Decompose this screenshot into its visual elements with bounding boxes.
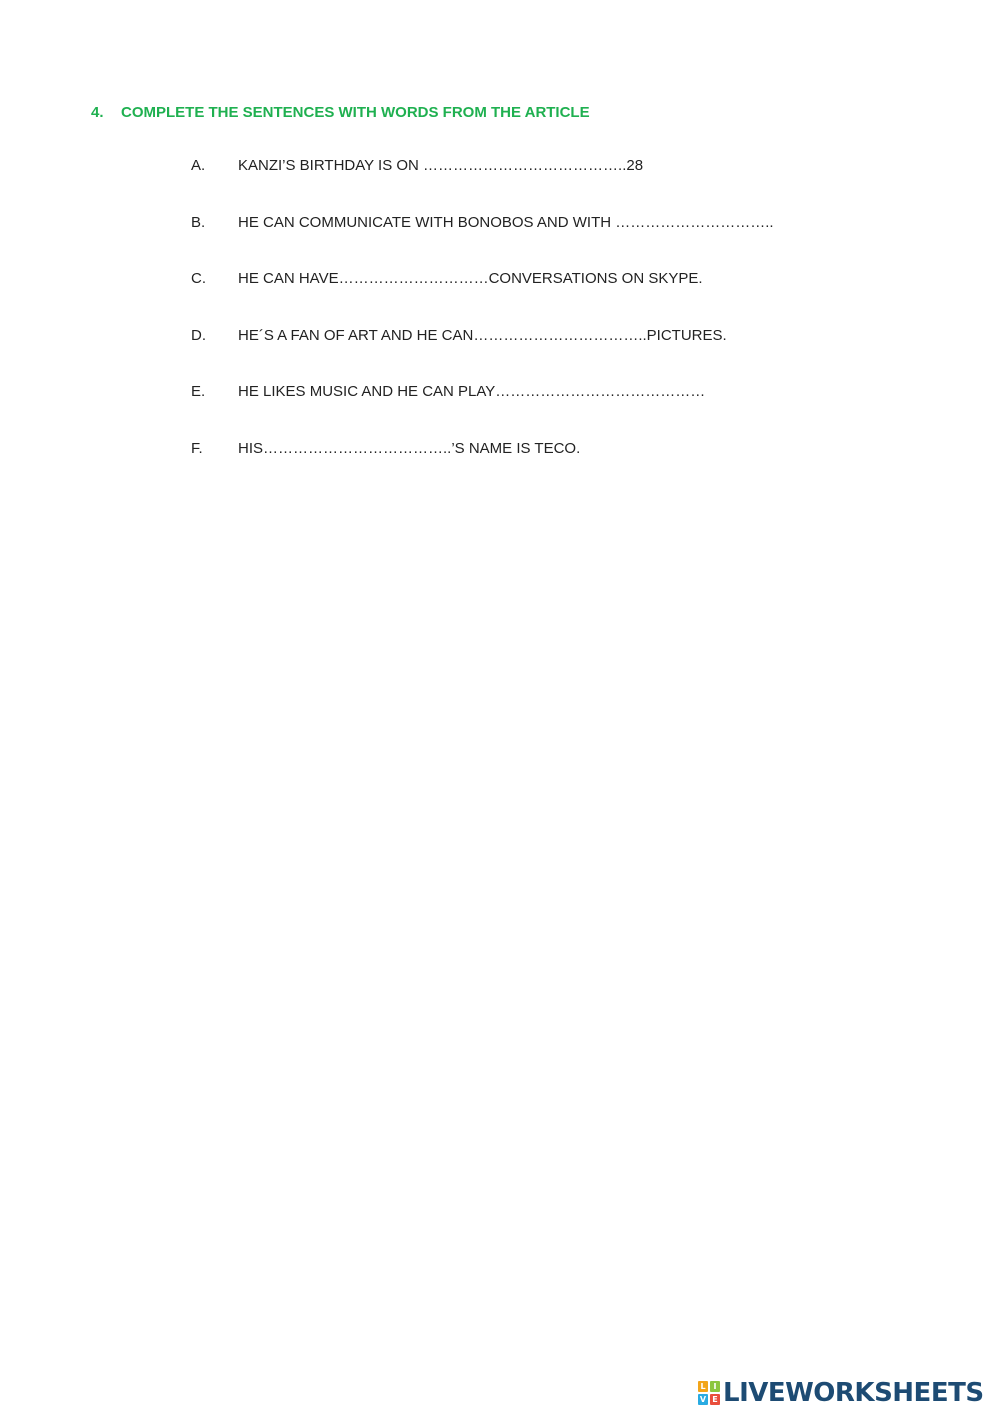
exercise-title: COMPLETE THE SENTENCES WITH WORDS FROM THE ARTICLE — [121, 104, 590, 121]
logo-badge-letter: V — [699, 1395, 707, 1404]
list-item — [191, 438, 774, 495]
list-item — [191, 325, 774, 382]
item-text: HE CAN HAVE…………………………CONVERSATIONS ON SKYPE. — [238, 270, 703, 287]
item-text: KANZI’S BIRTHDAY IS ON …………………………………..28 — [238, 157, 644, 174]
list-item — [191, 155, 774, 212]
item-text: HE LIKES MUSIC AND HE CAN PLAY…………………………………… — [238, 383, 706, 400]
list-item — [191, 212, 774, 269]
logo-badge-letter: L — [698, 1381, 708, 1392]
item-letter: F. — [191, 439, 203, 457]
logo-text: LIVEWORKSHEETS — [723, 1378, 984, 1408]
item-letter: C. — [191, 270, 206, 287]
liveworksheets-logo — [698, 1378, 984, 1408]
logo-badge-letter: I — [710, 1381, 720, 1392]
logo-badge-icon — [698, 1381, 720, 1405]
logo-badge-letter: E — [710, 1394, 720, 1405]
exercise-number: 4. — [91, 104, 104, 121]
item-letter: D. — [191, 326, 206, 344]
item-letter: A. — [191, 157, 206, 174]
item-letter: E. — [191, 383, 206, 400]
sentence-list — [191, 155, 774, 494]
item-text: HE´S A FAN OF ART AND HE CAN……………………………..PICTURES. — [238, 326, 727, 344]
exercise-heading — [91, 104, 590, 121]
item-letter: B. — [191, 213, 206, 231]
item-text: HE CAN COMMUNICATE WITH BONOBOS AND WITH ………………………….. — [238, 213, 774, 231]
item-text: HIS………………………………..’S NAME IS TECO. — [238, 439, 581, 457]
list-item — [191, 381, 774, 438]
list-item — [191, 268, 774, 325]
